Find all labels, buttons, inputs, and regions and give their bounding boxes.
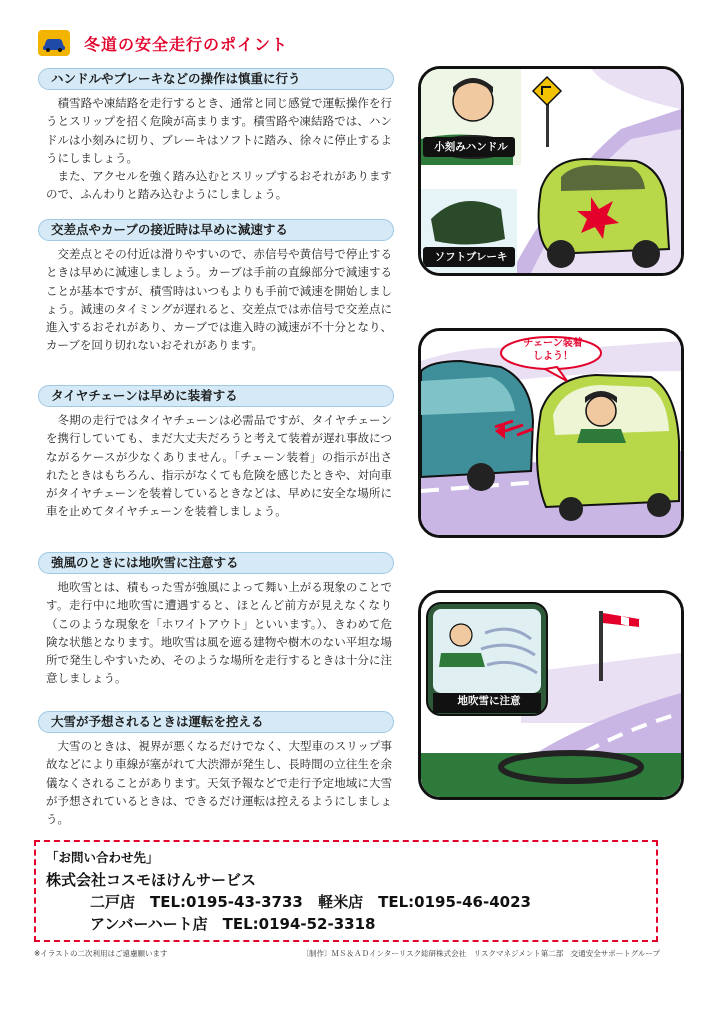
page-title: 冬道の安全走行のポイント <box>84 34 289 54</box>
contact-company: 株式会社コスモほけんサービス <box>46 871 257 889</box>
contact-line-1 <box>90 891 646 912</box>
illustration-chain <box>418 328 684 538</box>
paragraph: 冬期の走行ではタイヤチェーンは必需品ですが、タイヤチェーンを携行していても、まだ大丈夫だろうと考えて装着が遅れ事故につながるケースが少なくありません。「チェーン装着」の指示が出されたときはもちろん、指示がなくても危険を感じたときや、対向車がタイヤチェーンを装着しているときなどは、早めに安全な場所に車を止めてタイヤチェーンを装着しましょう。 <box>46 413 392 519</box>
label-steering: 小刻みハンドル <box>434 141 508 153</box>
contact-ninohe: 二戸店 TEL:0195-43-3733 <box>90 893 303 911</box>
illustration-steering-brake <box>418 66 684 276</box>
section-heading-heavy-snow: 大雪が予想されるときは運転を控える <box>38 711 394 733</box>
bubble-line-2: しよう！ <box>533 351 573 362</box>
section-body-operation <box>46 94 392 204</box>
footer-credit: 〔制作〕ＭＳ＆ＡＤインターリスク総研株式会社 リスクマネジメント第二部 交通安全サポートグループ <box>301 949 660 958</box>
contact-label: 「お問い合わせ先」 <box>46 850 159 865</box>
section-body-ground-blizzard <box>46 578 392 688</box>
label-brake: ソフトブレーキ <box>434 251 508 263</box>
section-body-heavy-snow <box>46 737 392 828</box>
illustration-ground-blizzard <box>418 590 684 800</box>
label-blizzard: 地吹雪に注意 <box>457 695 521 707</box>
contact-line-2: アンバーハート店 TEL:0194-52-3318 <box>90 915 376 933</box>
paragraph: 積雪路や凍結路を走行するとき、通常と同じ感覚で運転操作を行うとスリップを招く危険が高まります。積雪路や凍結路では、ハンドルは小刻みに切り、ブレーキはソフトに踏み、徐々に停止するようにしましょう。 <box>46 96 392 165</box>
footer-note: ※イラストの二次利用はご遠慮願います <box>34 949 168 958</box>
bubble-line-1: チェーン装着 <box>523 338 583 349</box>
paragraph: また、アクセルを強く踏み込むとスリップするおそれがありますので、ふんわりと踏み込むようにしましょう。 <box>46 169 392 202</box>
title-row <box>38 28 288 58</box>
paragraph: 大雪のときは、視界が悪くなるだけでなく、大型車のスリップ事故などにより車線が塞がれて大渋滞が発生し、長時間の立往生を余儀なくされることがあります。天気予報などで走行予定地域に大雪が予想されているときは、できるだけ運転は控えるようにしましょう。 <box>46 739 392 827</box>
section-body-chain <box>46 411 392 521</box>
section-body-slowdown <box>46 245 392 355</box>
paragraph: 地吹雪とは、積もった雪が強風によって舞い上がる現象のことです。走行中に地吹雪に遭遇すると、ほとんど前方が見えなくなり（このような現象を「ホワイトアウト」といいます。）、きわめて危険な状態となります。地吹雪は風を遮る建物や樹木のない平坦な場所で発生しやすいため、そのような場所を走行するときは十分に注意しましょう。 <box>46 580 392 686</box>
contact-box <box>34 840 658 942</box>
section-heading-ground-blizzard: 強風のときには地吹雪に注意する <box>38 552 394 574</box>
section-heading-chain: タイヤチェーンは早めに装着する <box>38 385 394 407</box>
contact-karumai: 軽米店 TEL:0195-46-4023 <box>318 893 531 911</box>
paragraph: 交差点とその付近は滑りやすいので、赤信号や黄信号で停止するときは早めに減速しましょう。カーブは手前の直線部分で減速することが基本ですが、積雪時はいつもよりも手前で減速を開始しましょう。減速のタイミングが遅れると、交差点では赤信号で交差点に進入するおそれがあり、カーブでは進入時の減速が不十分となり、カーブを回り切れないおそれがあります。 <box>46 247 392 353</box>
speech-bubble <box>505 337 601 363</box>
section-heading-slowdown: 交差点やカーブの接近時は早めに減速する <box>38 219 394 241</box>
section-heading-operation: ハンドルやブレーキなどの操作は慎重に行う <box>38 68 394 90</box>
car-icon <box>38 30 70 56</box>
